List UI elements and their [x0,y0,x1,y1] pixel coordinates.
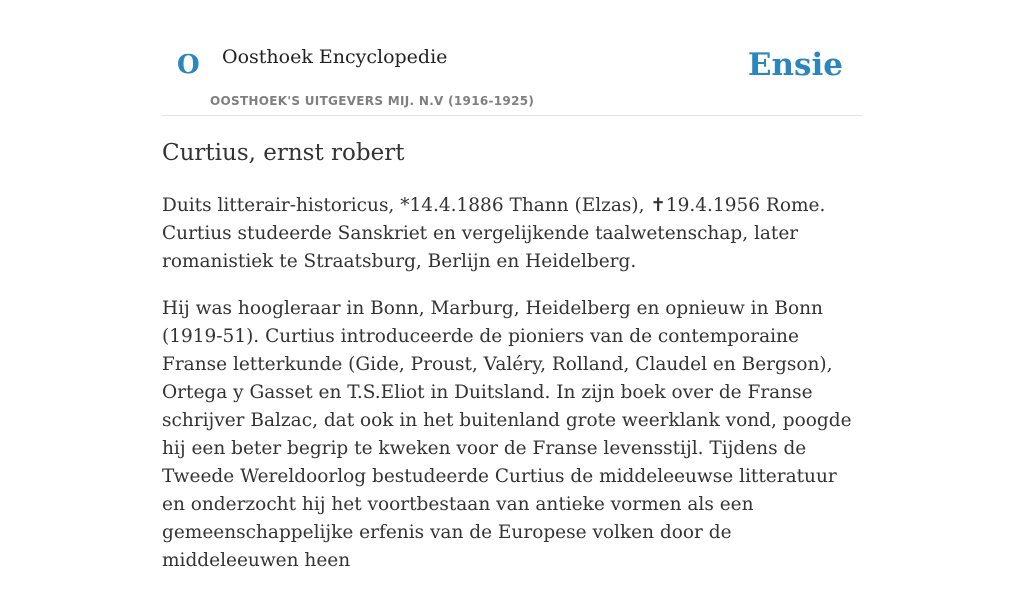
entry-paragraph-2: Hij was hoogleraar in Bonn, Marburg, Heidelberg en opnieuw in Bonn (1919-51). Curtius introduceerde de pioniers van de contemporaine Franse letterkunde (Gide, Proust, Valéry, Rolland, Claudel en Bergson), Ortega y Gasset en T.S.Eliot in Duitsland. In zijn boek over de Franse schrijver Balzac, dat ook in het buitenland grote weerklank vond, poogde hij een beter begrip te kweken voor de Franse levensstijl. Tijdens de Tweede Wereldoorlog bestudeerde Curtius de middeleeuwse litteratuur en onderzocht hij het voortbestaan van antieke vormen als een gemeenschappelijke erfenis van de Europese volken door de middeleeuwen heen [162,298,852,571]
brand-logo[interactable]: Ensie [747,47,843,83]
entry-paragraph-1: Duits litterair-historicus, *14.4.1886 Thann (Elzas), ✝19.4.1956 Rome. Curtius studeerde Sanskriet en vergelijkende taalwetenschap, later romanistiek te Straatsburg, Berlijn en Heidelberg. [162,195,826,272]
source-header [162,0,862,116]
entry-body [162,192,862,594]
entry-title: Curtius, ernst robert [162,140,405,166]
article-page [162,0,862,571]
source-title[interactable]: Oosthoek Encyclopedie [222,46,448,68]
source-subtitle: OOSTHOEK'S UITGEVERS MIJ. N.V (1916-1925) [210,94,535,108]
source-logo[interactable]: O [177,50,200,80]
